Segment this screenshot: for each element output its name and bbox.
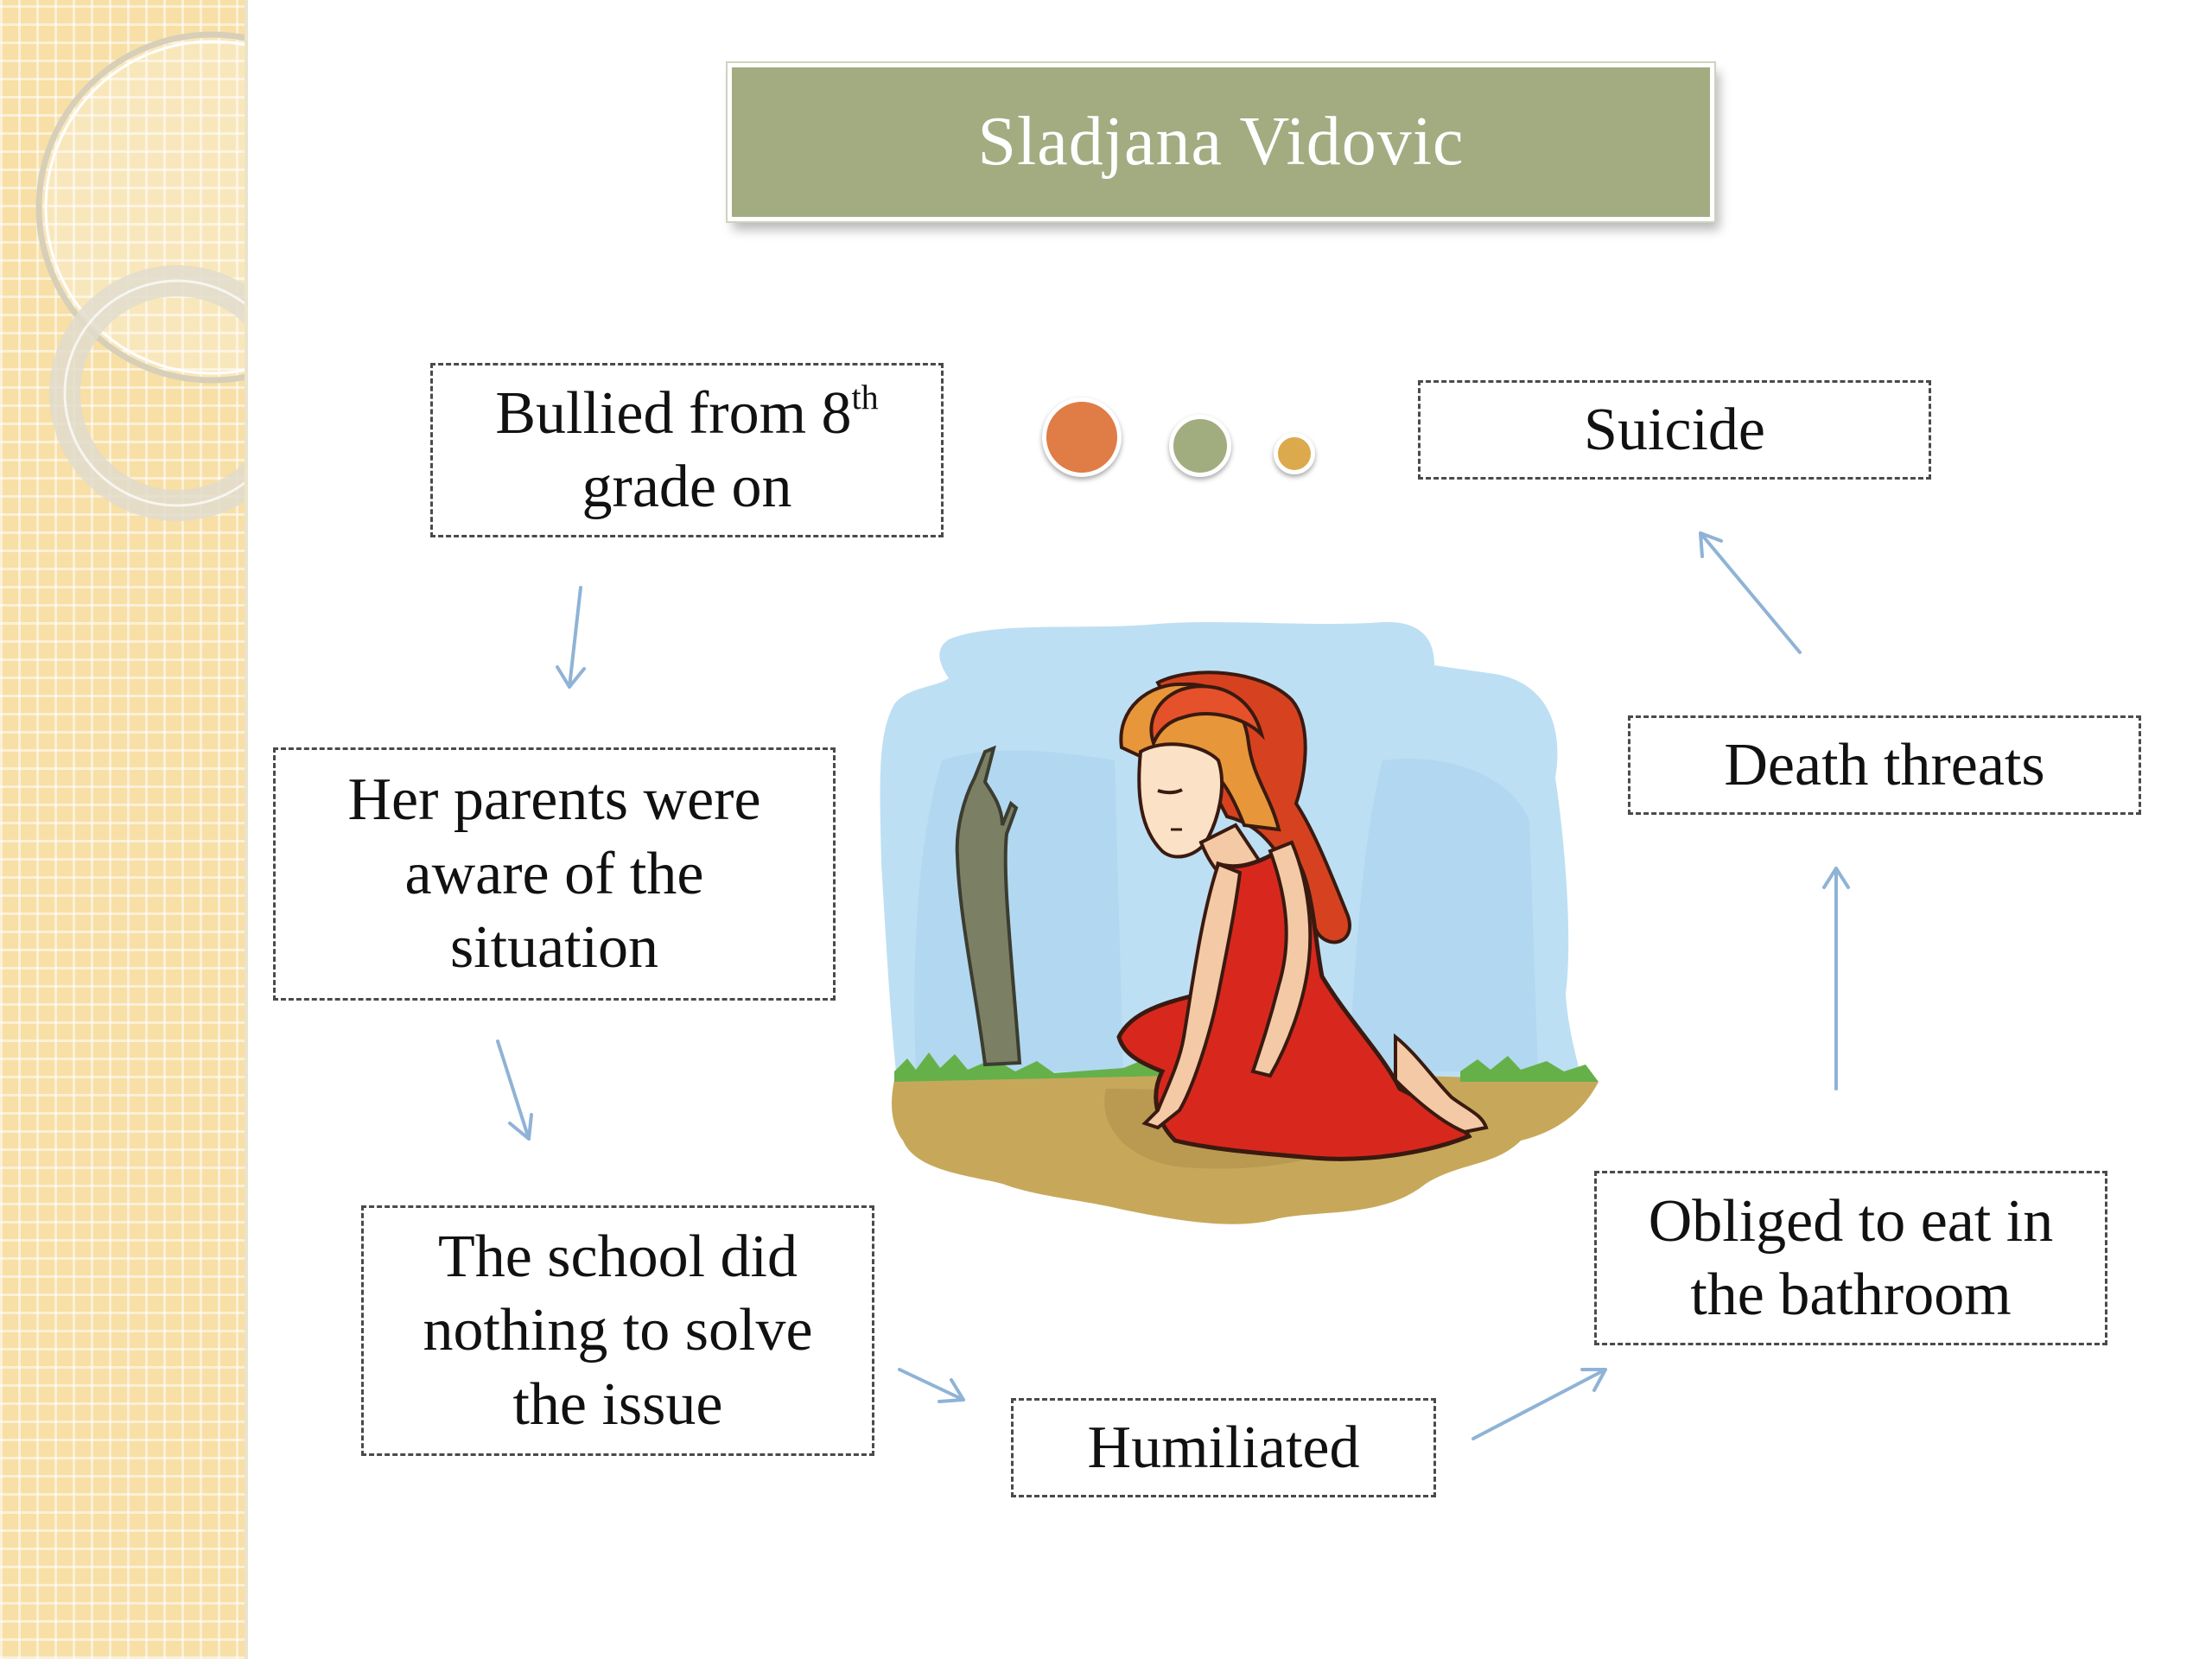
node-school-line3: the issue xyxy=(512,1370,723,1438)
node-bullied-text2: grade on xyxy=(582,454,792,520)
node-humiliated-text: Humiliated xyxy=(1087,1414,1360,1481)
node-bathroom-line2: the bathroom xyxy=(1690,1262,2012,1328)
arrow-humiliated-to-bathroom xyxy=(1473,1370,1605,1439)
arrow-bullied-to-parents xyxy=(569,588,581,687)
node-bullied-text: Bullied from 8 xyxy=(495,379,852,447)
node-death-threats xyxy=(1628,715,2141,815)
node-school-line2: nothing to solve xyxy=(423,1297,813,1364)
node-parents-line2: aware of the xyxy=(404,840,704,907)
node-bathroom-line1: Obliged to eat in xyxy=(1648,1187,2054,1255)
arrow-death-threats-to-suicide xyxy=(1700,533,1800,652)
node-bullied-from-8th-grade xyxy=(430,363,944,537)
node-school-line1: The school did xyxy=(437,1223,798,1290)
node-bullied-sup: th xyxy=(851,377,879,416)
slide-title: Sladjana Vidovic xyxy=(977,104,1465,180)
node-parents-line3: situation xyxy=(449,914,659,982)
node-obliged-to-eat-in-bathroom xyxy=(1594,1171,2107,1345)
node-suicide xyxy=(1418,380,1931,480)
node-parents-aware xyxy=(273,747,836,1001)
node-suicide-text: Suicide xyxy=(1584,396,1765,463)
node-humiliated xyxy=(1011,1398,1436,1497)
node-parents-line1: Her parents were xyxy=(347,766,761,834)
node-death-threats-text: Death threats xyxy=(1724,731,2045,798)
node-school-did-nothing xyxy=(361,1205,874,1456)
